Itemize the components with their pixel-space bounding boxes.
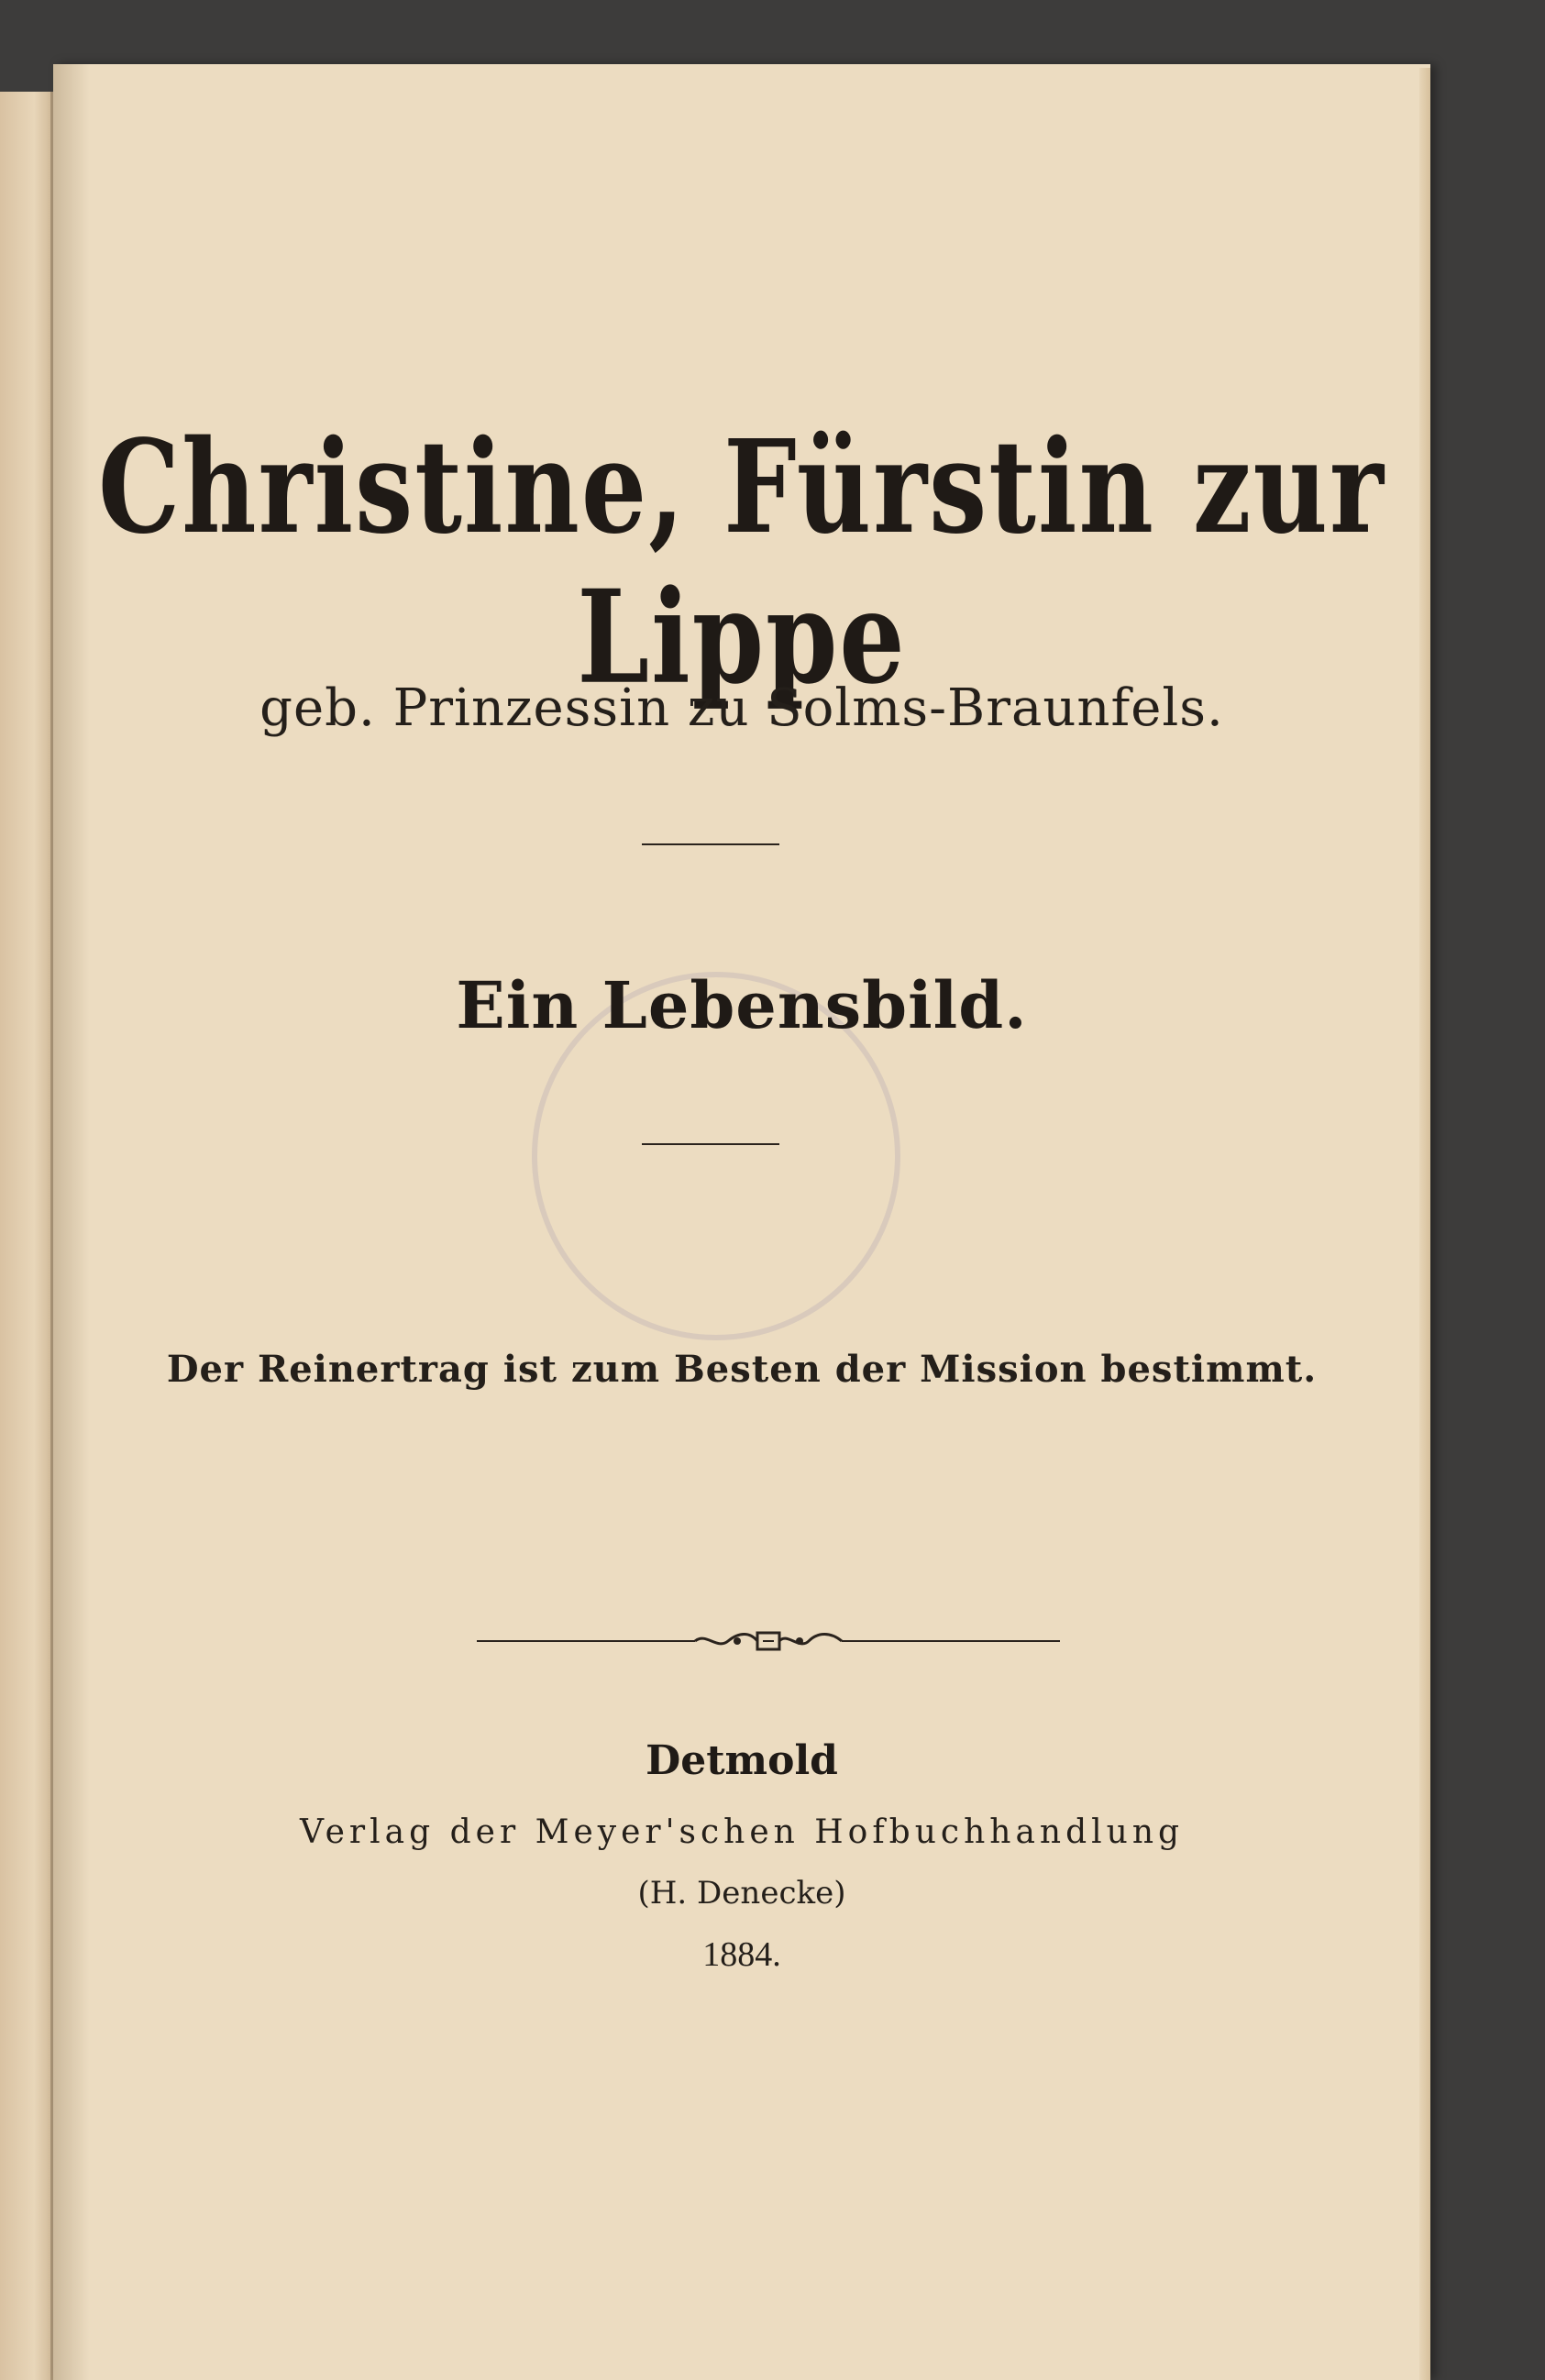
- title-page-content: [53, 64, 1430, 2380]
- ornamental-divider: [477, 1623, 1060, 1659]
- book-heading: Ein Lebensbild.: [456, 967, 1028, 1043]
- imprint-place: Detmold: [646, 1737, 838, 1784]
- imprint-publisher: Verlag der Meyer'schen Hofbuchhandlung: [299, 1813, 1185, 1851]
- divider-rule: [642, 843, 779, 845]
- proceeds-note: Der Reinertrag ist zum Besten der Mission bestimmt.: [166, 1348, 1318, 1391]
- divider-rule: [642, 1143, 779, 1145]
- imprint-printer: (H. Denecke): [637, 1875, 846, 1912]
- book-subtitle: geb. Prinzessin zu Solms-Braunfels.: [259, 678, 1224, 738]
- book-title: Christine, Fürstin zur Lippe: [98, 413, 1385, 713]
- facing-page: [0, 92, 57, 2380]
- imprint-year: 1884.: [702, 1935, 781, 1974]
